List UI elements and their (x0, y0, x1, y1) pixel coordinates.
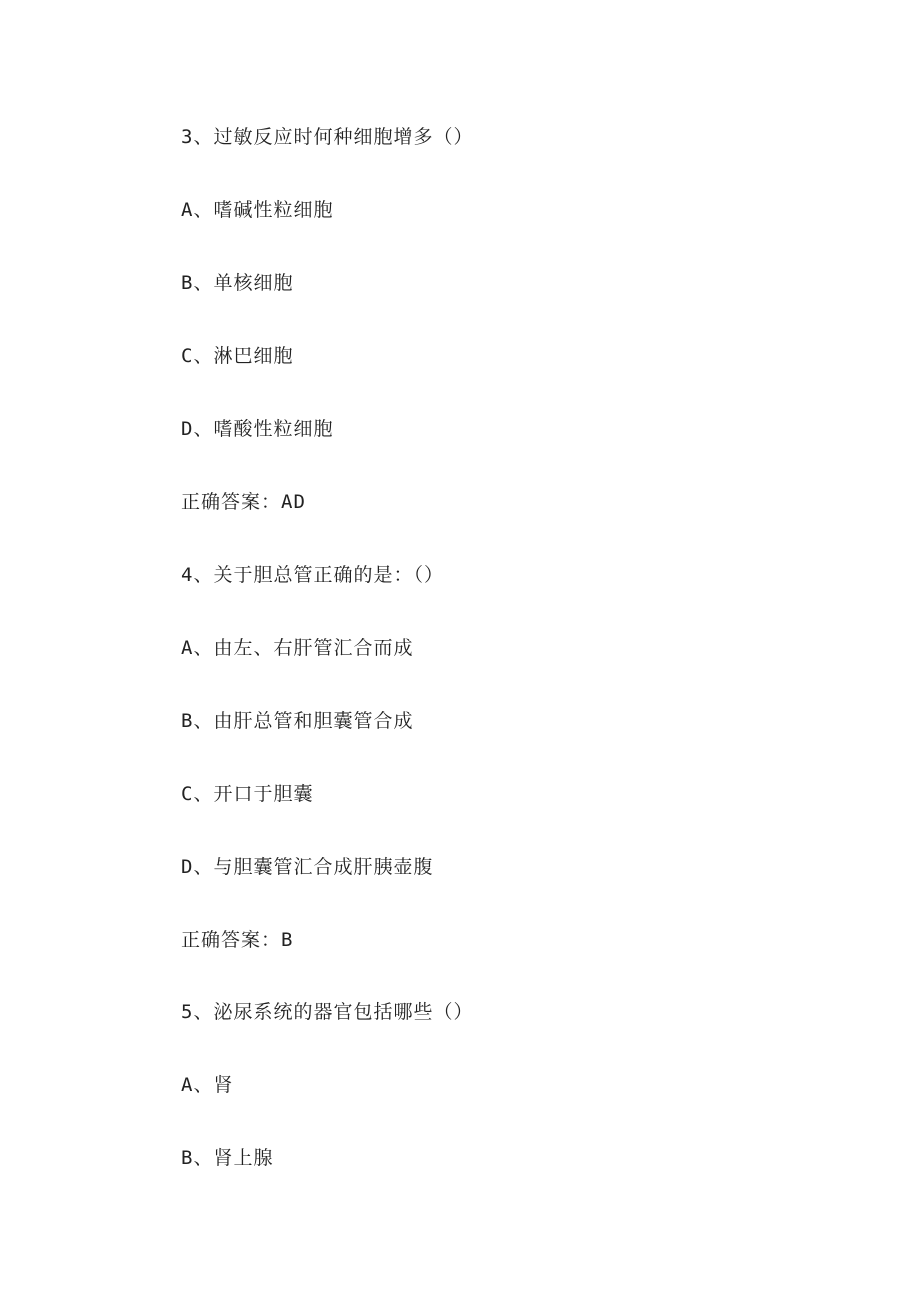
question-4-option-b: B、由肝总管和胆囊管合成 (181, 710, 414, 732)
question-3-option-c: C、淋巴细胞 (181, 345, 294, 367)
question-4-option-d: D、与胆囊管汇合成肝胰壶腹 (181, 856, 434, 878)
question-5: 5、泌尿系统的器官包括哪些（） (181, 1001, 474, 1023)
question-5-option-b: B、肾上腺 (181, 1147, 274, 1169)
question-3-option-b: B、单核细胞 (181, 272, 294, 294)
question-3-option-d: D、嗜酸性粒细胞 (181, 418, 334, 440)
question-3: 3、过敏反应时何种细胞增多（） (181, 126, 474, 148)
question-3-option-a: A、嗜碱性粒细胞 (181, 199, 334, 221)
question-3-answer: 正确答案：AD (181, 491, 306, 513)
question-4-answer: 正确答案：B (181, 929, 294, 951)
question-4: 4、关于胆总管正确的是：（） (181, 564, 444, 586)
question-4-option-c: C、开口于胆囊 (181, 783, 314, 805)
question-5-option-a: A、肾 (181, 1074, 234, 1096)
question-4-option-a: A、由左、右肝管汇合而成 (181, 637, 414, 659)
